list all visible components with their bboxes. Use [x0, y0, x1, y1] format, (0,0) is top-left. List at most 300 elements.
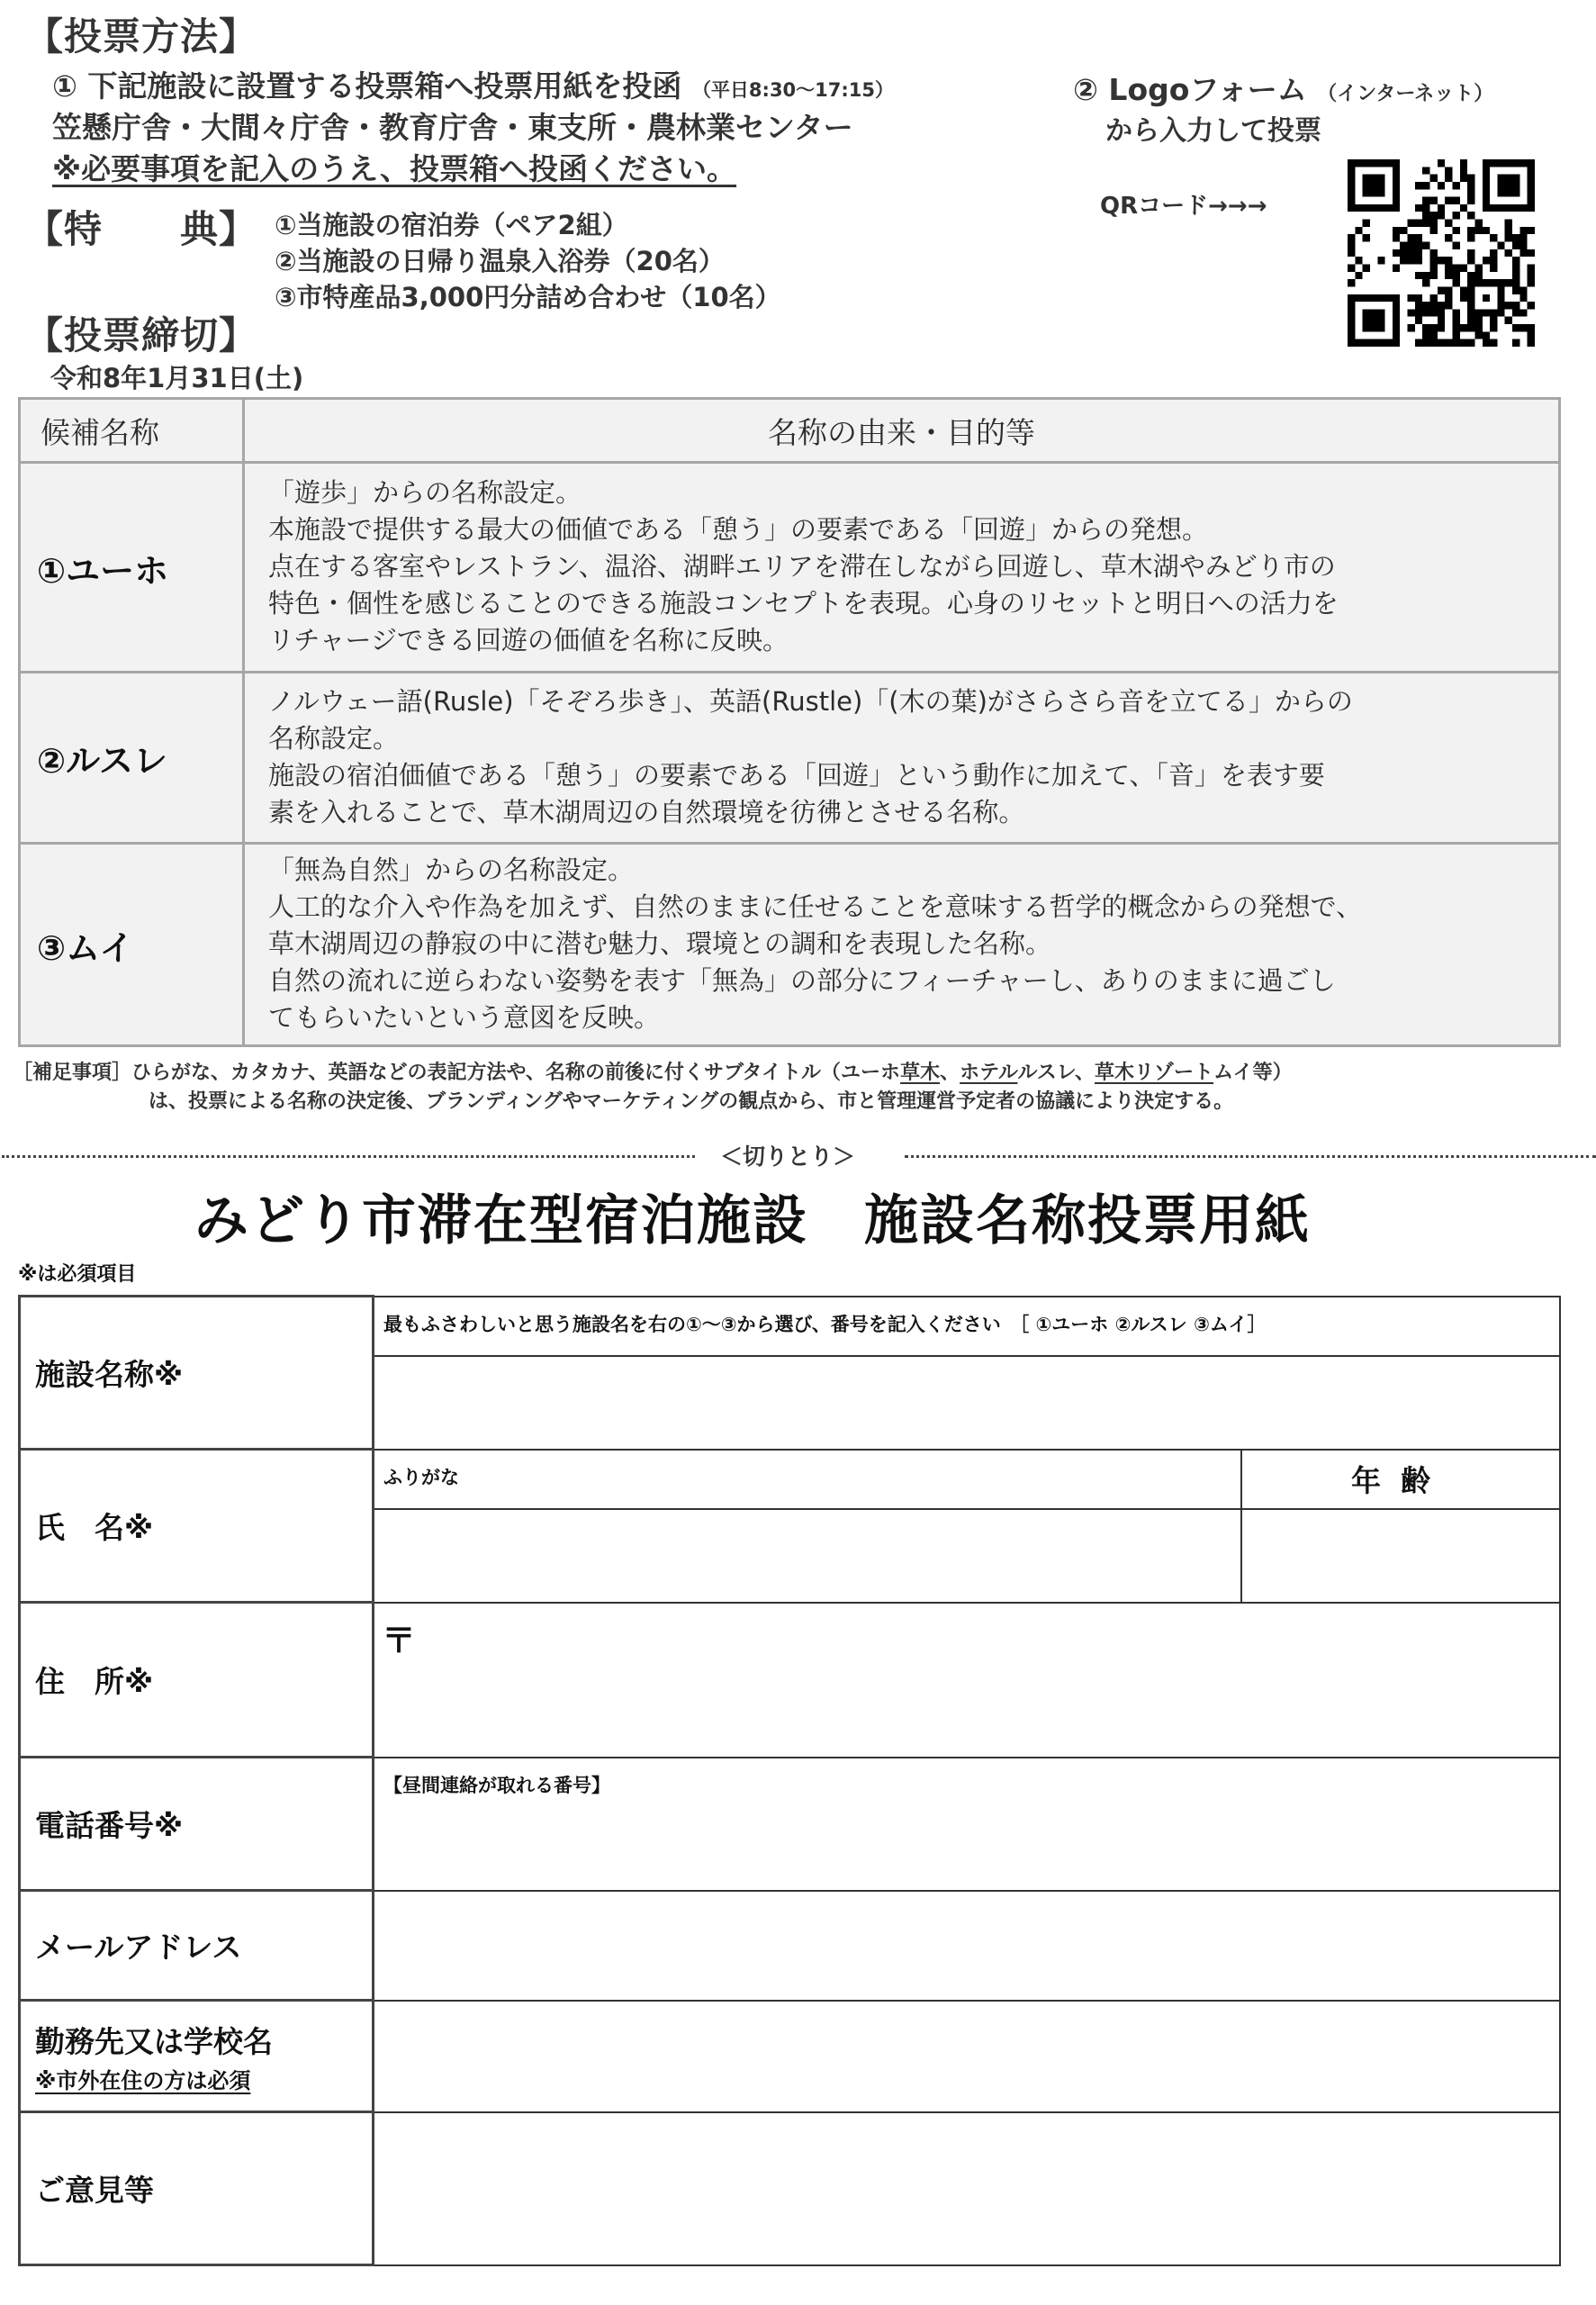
- qr-module: [1467, 249, 1474, 257]
- qr-module: [1363, 159, 1370, 167]
- qr-module: [1422, 182, 1429, 189]
- qr-module: [1393, 324, 1400, 331]
- qr-module: [1370, 324, 1377, 331]
- qr-module: [1452, 227, 1459, 234]
- qr-module: [1363, 189, 1370, 196]
- qr-module: [1445, 294, 1452, 302]
- qr-module: [1348, 279, 1355, 286]
- address-row: [20, 1603, 1561, 1758]
- description-line: 草木湖周辺の静寂の中に潜む魅力、環境との調和を表現した名称。: [268, 927, 1052, 959]
- qr-module: [1393, 234, 1400, 241]
- description-line: ノルウェー語(Rusle)「そぞろ歩き」、英語(Rustle)「(木の葉)がさらさら音を立てる」からの: [268, 685, 1353, 717]
- qr-module: [1415, 302, 1422, 309]
- qr-module: [1460, 286, 1467, 294]
- note-underlined: ホテル: [960, 1062, 1018, 1084]
- qr-module: [1452, 339, 1459, 347]
- qr-module: [1377, 189, 1384, 196]
- qr-module: [1348, 309, 1355, 316]
- email-input[interactable]: [374, 1891, 1561, 2001]
- note-text: ルスレ、: [1017, 1062, 1096, 1084]
- workplace-sublabel: ※市外在住の方は必須: [35, 2067, 251, 2093]
- qr-code-icon[interactable]: [1348, 159, 1535, 347]
- qr-module: [1497, 242, 1504, 249]
- postal-mark-icon: 〒: [382, 1620, 417, 1660]
- qr-module: [1505, 279, 1512, 286]
- email-row: [20, 1891, 1561, 2001]
- comments-label: ご意見等: [20, 2112, 374, 2265]
- qr-module: [1430, 302, 1438, 309]
- qr-module: [1519, 227, 1527, 234]
- qr-module: [1400, 257, 1407, 264]
- qr-module: [1445, 197, 1452, 204]
- description-line: てもらいたいという意図を反映。: [268, 1001, 661, 1033]
- qr-module: [1467, 286, 1474, 294]
- qr-module: [1415, 309, 1422, 316]
- qr-module: [1393, 249, 1400, 257]
- qr-module: [1355, 272, 1362, 279]
- cut-line-right: [905, 1155, 1596, 1158]
- qr-module: [1474, 227, 1482, 234]
- qr-module: [1445, 220, 1452, 227]
- qr-module: [1363, 294, 1370, 302]
- qr-module: [1393, 204, 1400, 212]
- qr-module: [1415, 317, 1422, 324]
- qr-module: [1483, 279, 1490, 286]
- qr-module: [1430, 264, 1438, 271]
- candidate-description: [244, 673, 1560, 844]
- qr-module: [1497, 182, 1504, 189]
- qr-module: [1415, 234, 1422, 241]
- qr-module: [1363, 339, 1370, 347]
- qr-module: [1430, 324, 1438, 331]
- qr-module: [1393, 159, 1400, 167]
- header-candidate-name: 候補名称: [20, 399, 244, 463]
- qr-module: [1430, 331, 1438, 339]
- qr-module: [1460, 167, 1467, 174]
- qr-module: [1460, 324, 1467, 331]
- qr-module: [1528, 227, 1535, 234]
- facility-name-row: [20, 1297, 1561, 1356]
- qr-module: [1452, 197, 1459, 204]
- qr-module: [1528, 331, 1535, 339]
- qr-module: [1452, 182, 1459, 189]
- note-text: 、: [940, 1062, 960, 1084]
- qr-module: [1452, 309, 1459, 316]
- qr-module: [1528, 182, 1535, 189]
- qr-module: [1438, 317, 1445, 324]
- qr-module: [1408, 242, 1415, 249]
- qr-module: [1483, 204, 1490, 212]
- qr-module: [1497, 286, 1504, 294]
- qr-module: [1483, 309, 1490, 316]
- qr-module: [1385, 204, 1393, 212]
- qr-module: [1438, 339, 1445, 347]
- qr-module: [1438, 324, 1445, 331]
- qr-module: [1467, 272, 1474, 279]
- qr-module: [1467, 227, 1474, 234]
- qr-module: [1415, 182, 1422, 189]
- qr-module: [1497, 204, 1504, 212]
- qr-module: [1408, 249, 1415, 257]
- qr-module: [1377, 339, 1384, 347]
- qr-module: [1460, 159, 1467, 167]
- qr-module: [1393, 317, 1400, 324]
- qr-module: [1422, 324, 1429, 331]
- qr-module: [1452, 264, 1459, 271]
- facility-name-input[interactable]: [374, 1356, 1561, 1450]
- qr-module: [1377, 294, 1384, 302]
- qr-module: [1528, 302, 1535, 309]
- phone-row: [20, 1758, 1561, 1891]
- workplace-label: 勤務先又は学校名: [35, 2023, 273, 2059]
- workplace-input[interactable]: [374, 2001, 1561, 2112]
- note-underlined: 草木: [900, 1062, 941, 1084]
- qr-code-graphic: [1348, 159, 1535, 347]
- comments-input[interactable]: [374, 2112, 1561, 2265]
- qr-module: [1467, 212, 1474, 219]
- qr-module: [1430, 257, 1438, 264]
- qr-module: [1505, 317, 1512, 324]
- qr-module: [1438, 204, 1445, 212]
- benefit-item: ③市特産品3,000円分詰め合わせ（10名）: [275, 282, 781, 312]
- qr-module: [1490, 159, 1497, 167]
- qr-module: [1363, 324, 1370, 331]
- description-line: リチャージできる回遊の価値を名称に反映。: [268, 624, 789, 655]
- qr-module: [1393, 302, 1400, 309]
- qr-module: [1497, 309, 1504, 316]
- qr-module: [1460, 175, 1467, 182]
- qr-module: [1483, 175, 1490, 182]
- qr-module: [1528, 167, 1535, 174]
- qr-module: [1422, 279, 1429, 286]
- qr-module: [1363, 234, 1370, 241]
- qr-module: [1512, 257, 1519, 264]
- qr-module: [1497, 302, 1504, 309]
- qr-module: [1505, 234, 1512, 241]
- qr-module: [1430, 175, 1438, 182]
- qr-module: [1377, 309, 1384, 316]
- qr-module: [1415, 249, 1422, 257]
- name-row: [20, 1450, 1561, 1509]
- deadline-heading: 【投票締切】: [25, 313, 258, 357]
- candidate-row: [20, 463, 1560, 673]
- qr-module: [1505, 204, 1512, 212]
- qr-module: [1519, 286, 1527, 294]
- qr-module: [1490, 324, 1497, 331]
- qr-module: [1497, 279, 1504, 286]
- benefit-item: ①当施設の宿泊券（ペア2組）: [275, 210, 628, 240]
- qr-module: [1490, 339, 1497, 347]
- qr-module: [1490, 204, 1497, 212]
- qr-module: [1452, 279, 1459, 286]
- candidate-row: [20, 673, 1560, 844]
- qr-module: [1452, 242, 1459, 249]
- workplace-row: [20, 2001, 1561, 2112]
- note-text: ひらがな、カタカナ、英語などの表記方法や、名称の前後に付くサブタイトル（ユーホ: [131, 1062, 901, 1084]
- qr-module: [1348, 204, 1355, 212]
- qr-module: [1528, 339, 1535, 347]
- email-label: メールアドレス: [20, 1891, 374, 2001]
- qr-module: [1438, 302, 1445, 309]
- qr-module: [1348, 175, 1355, 182]
- qr-module: [1415, 242, 1422, 249]
- qr-module: [1445, 264, 1452, 271]
- qr-module: [1445, 302, 1452, 309]
- qr-module: [1474, 317, 1482, 324]
- qr-module: [1519, 159, 1527, 167]
- benefits-heading: 【特 典】: [25, 207, 258, 251]
- qr-module: [1363, 220, 1370, 227]
- qr-module: [1348, 159, 1355, 167]
- qr-module: [1505, 182, 1512, 189]
- qr-module: [1512, 242, 1519, 249]
- qr-module: [1348, 167, 1355, 174]
- qr-module: [1370, 309, 1377, 316]
- qr-module: [1512, 302, 1519, 309]
- note-text: ムイ等）: [1213, 1062, 1293, 1084]
- voting-option-2: [1073, 67, 1493, 109]
- qr-module: [1370, 317, 1377, 324]
- qr-module: [1422, 302, 1429, 309]
- qr-module: [1512, 339, 1519, 347]
- qr-module: [1528, 279, 1535, 286]
- qr-module: [1422, 242, 1429, 249]
- qr-module: [1460, 339, 1467, 347]
- qr-module: [1400, 227, 1407, 234]
- qr-module: [1377, 317, 1384, 324]
- qr-module: [1393, 197, 1400, 204]
- phone-hint: 【昼間連絡が取れる番号】: [383, 1774, 610, 1796]
- qr-module: [1422, 331, 1429, 339]
- qr-module: [1370, 189, 1377, 196]
- qr-module: [1422, 167, 1429, 174]
- qr-module: [1460, 204, 1467, 212]
- qr-module: [1519, 324, 1527, 331]
- qr-module: [1377, 257, 1384, 264]
- qr-module: [1355, 257, 1362, 264]
- qr-module: [1370, 294, 1377, 302]
- qr-module: [1528, 272, 1535, 279]
- qr-module: [1363, 264, 1370, 271]
- qr-module: [1505, 249, 1512, 257]
- qr-module: [1505, 302, 1512, 309]
- candidates-table: [18, 397, 1561, 1047]
- qr-module: [1430, 272, 1438, 279]
- supplementary-note-line1: [13, 1057, 1293, 1085]
- qr-module: [1348, 294, 1355, 302]
- qr-module: [1483, 257, 1490, 264]
- qr-module: [1497, 189, 1504, 196]
- qr-module: [1438, 257, 1445, 264]
- qr-module: [1483, 189, 1490, 196]
- candidate-row: [20, 844, 1560, 1046]
- qr-module: [1393, 309, 1400, 316]
- qr-module: [1400, 249, 1407, 257]
- qr-module: [1348, 317, 1355, 324]
- qr-module: [1438, 182, 1445, 189]
- name-input[interactable]: [374, 1509, 1242, 1603]
- candidates-header-row: [20, 399, 1560, 463]
- qr-module: [1422, 309, 1429, 316]
- qr-module: [1528, 175, 1535, 182]
- qr-module: [1355, 159, 1362, 167]
- qr-module: [1452, 317, 1459, 324]
- qr-module: [1348, 189, 1355, 196]
- qr-module: [1519, 204, 1527, 212]
- qr-module: [1512, 189, 1519, 196]
- phone-input[interactable]: [374, 1758, 1561, 1891]
- qr-module: [1438, 309, 1445, 316]
- candidate-description: [244, 844, 1560, 1046]
- workplace-label-cell: [20, 2001, 374, 2112]
- qr-module: [1430, 249, 1438, 257]
- qr-module: [1452, 212, 1459, 219]
- description-line: 人工的な介入や作為を加えず、自然のままに任せることを意味する哲学的概念からの発想で、: [268, 890, 1363, 922]
- description-line: 「無為自然」からの名称設定。: [268, 854, 635, 885]
- qr-module: [1467, 339, 1474, 347]
- furigana-field[interactable]: [374, 1450, 1242, 1509]
- qr-module: [1474, 324, 1482, 331]
- qr-module: [1519, 234, 1527, 241]
- qr-module: [1467, 197, 1474, 204]
- qr-module: [1377, 324, 1384, 331]
- qr-module: [1438, 286, 1445, 294]
- name-label: 氏 名※: [20, 1450, 374, 1603]
- qr-module: [1483, 167, 1490, 174]
- qr-module: [1348, 339, 1355, 347]
- header-origin-purpose: 名称の由来・目的等: [244, 399, 1560, 463]
- cut-line-left: [2, 1155, 695, 1158]
- qr-module: [1430, 212, 1438, 219]
- qr-module: [1474, 220, 1482, 227]
- supplementary-note-line2: は、投票による名称の決定後、ブランディングやマーケティングの観点から、市と管理運営予定者の協議により決定する。: [149, 1090, 1234, 1113]
- qr-module: [1483, 331, 1490, 339]
- qr-module: [1422, 339, 1429, 347]
- age-label: 年齢: [1241, 1450, 1560, 1509]
- qr-module: [1355, 227, 1362, 234]
- qr-module: [1393, 339, 1400, 347]
- qr-module: [1415, 294, 1422, 302]
- qr-module: [1512, 204, 1519, 212]
- qr-module: [1490, 279, 1497, 286]
- qr-module: [1497, 159, 1504, 167]
- qr-module: [1348, 197, 1355, 204]
- description-line: 本施設で提供する最大の価値である「憩う」の要素である「回遊」からの発想。: [268, 513, 1209, 545]
- qr-module: [1348, 182, 1355, 189]
- qr-module: [1483, 294, 1490, 302]
- qr-module: [1474, 331, 1482, 339]
- voting-option-1-text: ① 下記施設に設置する投票箱へ投票用紙を投函: [52, 68, 682, 104]
- qr-module: [1483, 227, 1490, 234]
- facility-name-label: 施設名称※: [20, 1297, 374, 1450]
- qr-module: [1467, 175, 1474, 182]
- qr-module: [1505, 159, 1512, 167]
- voting-option-1: [52, 63, 894, 105]
- qr-module: [1445, 272, 1452, 279]
- qr-module: [1408, 309, 1415, 316]
- qr-module: [1445, 175, 1452, 182]
- qr-module: [1422, 204, 1429, 212]
- qr-module: [1512, 264, 1519, 271]
- qr-module: [1408, 234, 1415, 241]
- qr-module: [1363, 175, 1370, 182]
- qr-module: [1467, 234, 1474, 241]
- qr-module: [1438, 159, 1445, 167]
- qr-module: [1467, 257, 1474, 264]
- qr-module: [1497, 294, 1504, 302]
- qr-module: [1460, 294, 1467, 302]
- voting-method-heading: 【投票方法】: [25, 14, 258, 59]
- qr-module: [1422, 220, 1429, 227]
- qr-module: [1393, 175, 1400, 182]
- qr-module: [1377, 159, 1384, 167]
- candidate-description: [244, 463, 1560, 673]
- qr-module: [1512, 175, 1519, 182]
- qr-module: [1348, 324, 1355, 331]
- qr-module: [1512, 182, 1519, 189]
- qr-module: [1393, 227, 1400, 234]
- age-input[interactable]: [1241, 1509, 1560, 1603]
- qr-module: [1467, 182, 1474, 189]
- address-input[interactable]: [374, 1603, 1561, 1758]
- qr-label: QRコード→→→: [1100, 193, 1267, 220]
- required-fields-note: ※は必須項目: [18, 1263, 137, 1286]
- qr-module: [1512, 234, 1519, 241]
- qr-module: [1528, 204, 1535, 212]
- qr-module: [1519, 242, 1527, 249]
- qr-module: [1408, 324, 1415, 331]
- qr-module: [1505, 227, 1512, 234]
- qr-module: [1512, 324, 1519, 331]
- qr-module: [1452, 331, 1459, 339]
- qr-module: [1483, 197, 1490, 204]
- qr-module: [1430, 339, 1438, 347]
- candidate-name: ③ムイ: [20, 844, 244, 1046]
- cut-label: ＜切りとり＞: [720, 1143, 856, 1170]
- qr-module: [1430, 197, 1438, 204]
- qr-module: [1348, 234, 1355, 241]
- description-line: 名称設定。: [268, 722, 400, 754]
- candidate-name: ①ユーホ: [20, 463, 244, 673]
- qr-module: [1393, 167, 1400, 174]
- qr-module: [1519, 249, 1527, 257]
- qr-module: [1400, 242, 1407, 249]
- voting-hours: （平日8:30〜17:15）: [691, 79, 895, 101]
- qr-module: [1490, 264, 1497, 271]
- qr-module: [1355, 204, 1362, 212]
- qr-module: [1385, 294, 1393, 302]
- qr-module: [1512, 309, 1519, 316]
- qr-module: [1474, 272, 1482, 279]
- qr-module: [1377, 204, 1384, 212]
- description-line: 特色・個性を感じることのできる施設コンセプトを表現。心身のリセットと明日への活力を: [268, 587, 1339, 619]
- qr-module: [1415, 220, 1422, 227]
- qr-module: [1467, 189, 1474, 196]
- qr-module: [1363, 204, 1370, 212]
- qr-module: [1528, 159, 1535, 167]
- qr-module: [1393, 264, 1400, 271]
- qr-module: [1438, 212, 1445, 219]
- qr-module: [1363, 309, 1370, 316]
- qr-module: [1528, 197, 1535, 204]
- qr-module: [1422, 272, 1429, 279]
- qr-module: [1467, 317, 1474, 324]
- qr-module: [1445, 339, 1452, 347]
- qr-module: [1377, 182, 1384, 189]
- qr-module: [1393, 331, 1400, 339]
- qr-module: [1385, 339, 1393, 347]
- furigana-label: ふりがな: [383, 1466, 459, 1488]
